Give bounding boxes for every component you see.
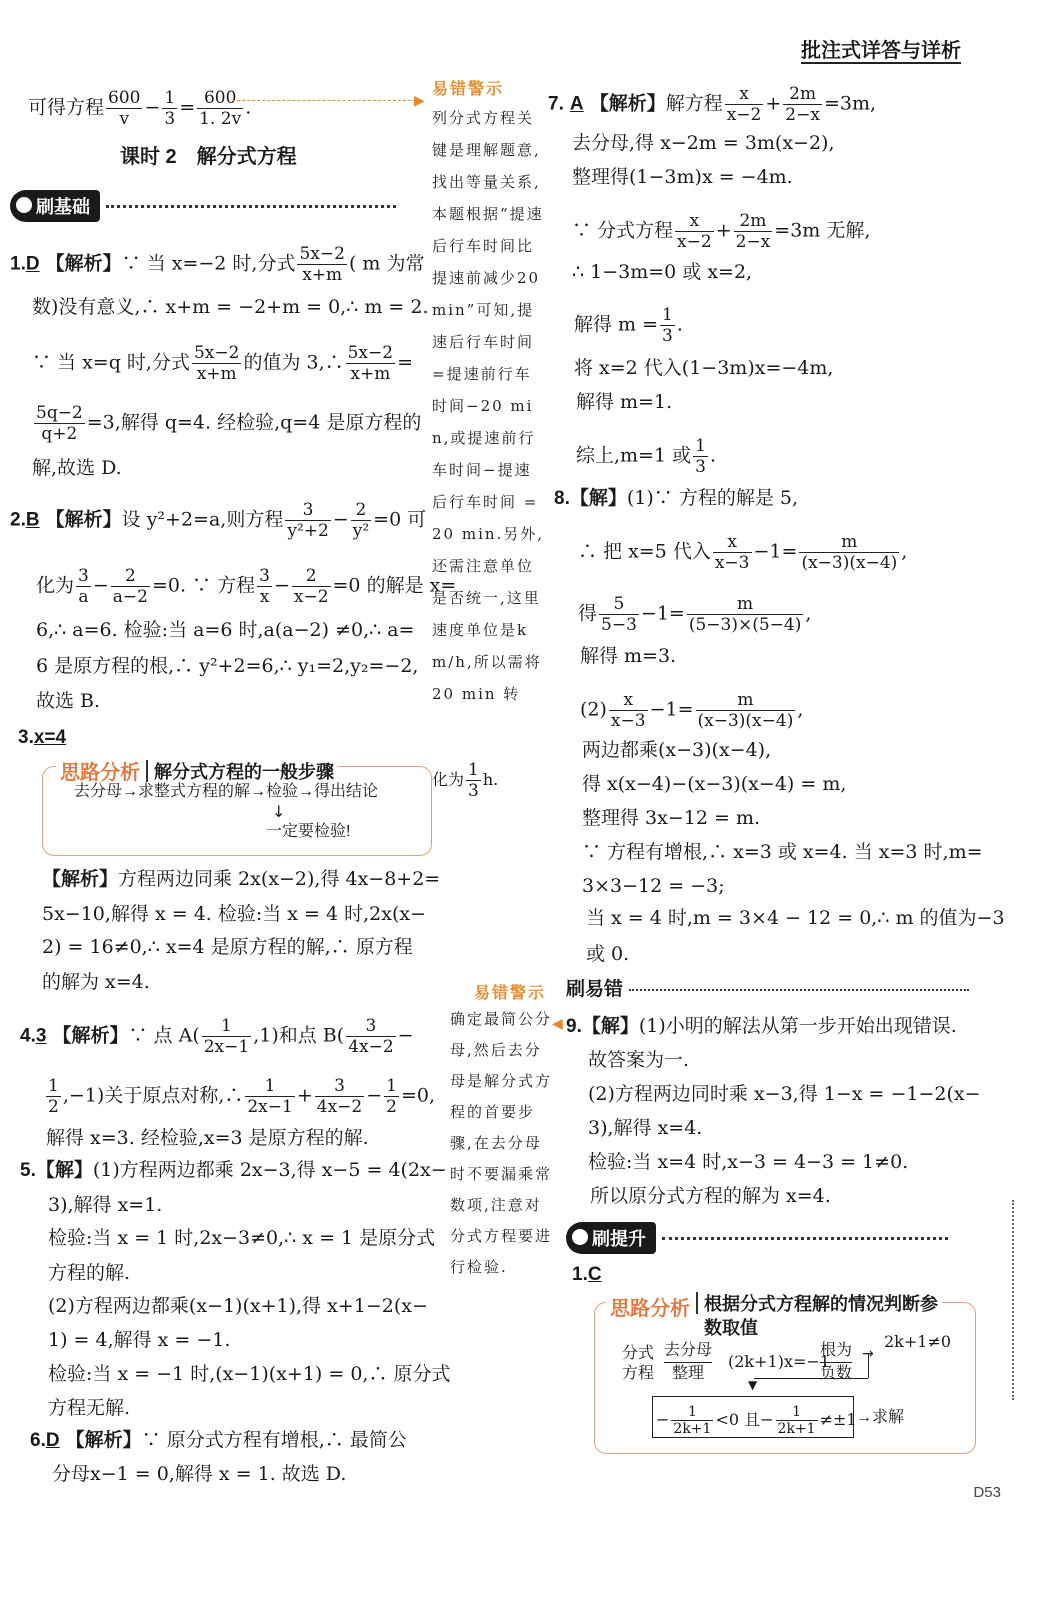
- section-improve-label: 刷提升: [566, 1222, 656, 1254]
- page-number: D53: [973, 1484, 1001, 1501]
- warning-title-2: 易错警示: [474, 985, 547, 1002]
- down-arrow-icon: ↓: [272, 802, 286, 821]
- section-improve: [566, 1222, 948, 1254]
- section-error: [566, 974, 969, 1006]
- flow-connector: [754, 1378, 868, 1379]
- warning-note-1: 列分式方程关键是理解题意,找出等量关系,本题根据“提速后行车时间比提速前减少20 min”可知,提速后行车时间=提速前行车时间−20 min,或提速前行车时间−提速后行车时间 = 20 min.另外,还需注意单位是否统一,这里速度单位是km/h,所以需将 20 min 转: [432, 109, 545, 703]
- section-error-label: 刷易错: [566, 979, 624, 1000]
- section-divider: [662, 1237, 948, 1240]
- pointer-line: [232, 100, 416, 101]
- warning-note-1-end: 化为 $\frac{1}{3}$ h.: [432, 760, 499, 801]
- section-divider: [629, 989, 969, 991]
- analysis-head-2: 思路分析 根据分式方程解的情况判断参 数取值: [606, 1292, 942, 1340]
- pointer-arrow-icon: ◀: [552, 1016, 563, 1032]
- section-basic: [10, 190, 396, 222]
- page-header: 批注式详答与详析: [801, 40, 961, 62]
- lesson-title: 课时 2 解分式方程: [120, 146, 297, 168]
- margin-dots: [1012, 1200, 1014, 1400]
- arrow-down-icon: ▼: [748, 1378, 758, 1392]
- header-underline: [801, 62, 961, 64]
- arrow-right-icon: →: [862, 1346, 874, 1362]
- section-basic-label: 刷基础: [10, 190, 100, 222]
- analysis-head-1: 思路分析 解分式方程的一般步骤: [56, 756, 338, 785]
- intro-equation: 可得方程 $\frac{600}{v}$ − $\frac{1}{3}$ = $\frac{600}{1. 2v}$ .: [28, 88, 252, 129]
- section-divider: [106, 205, 396, 208]
- warning-title-1: 易错警示: [432, 81, 505, 98]
- warning-note-2: 确定最简公分母,然后去分母是解分式方程的首要步骤,在去分母时不要漏乘常数项,注意对分式方程要进行检验.: [450, 1010, 553, 1276]
- pointer-arrow-icon: ▶: [414, 93, 425, 109]
- flow-connector: [868, 1354, 869, 1378]
